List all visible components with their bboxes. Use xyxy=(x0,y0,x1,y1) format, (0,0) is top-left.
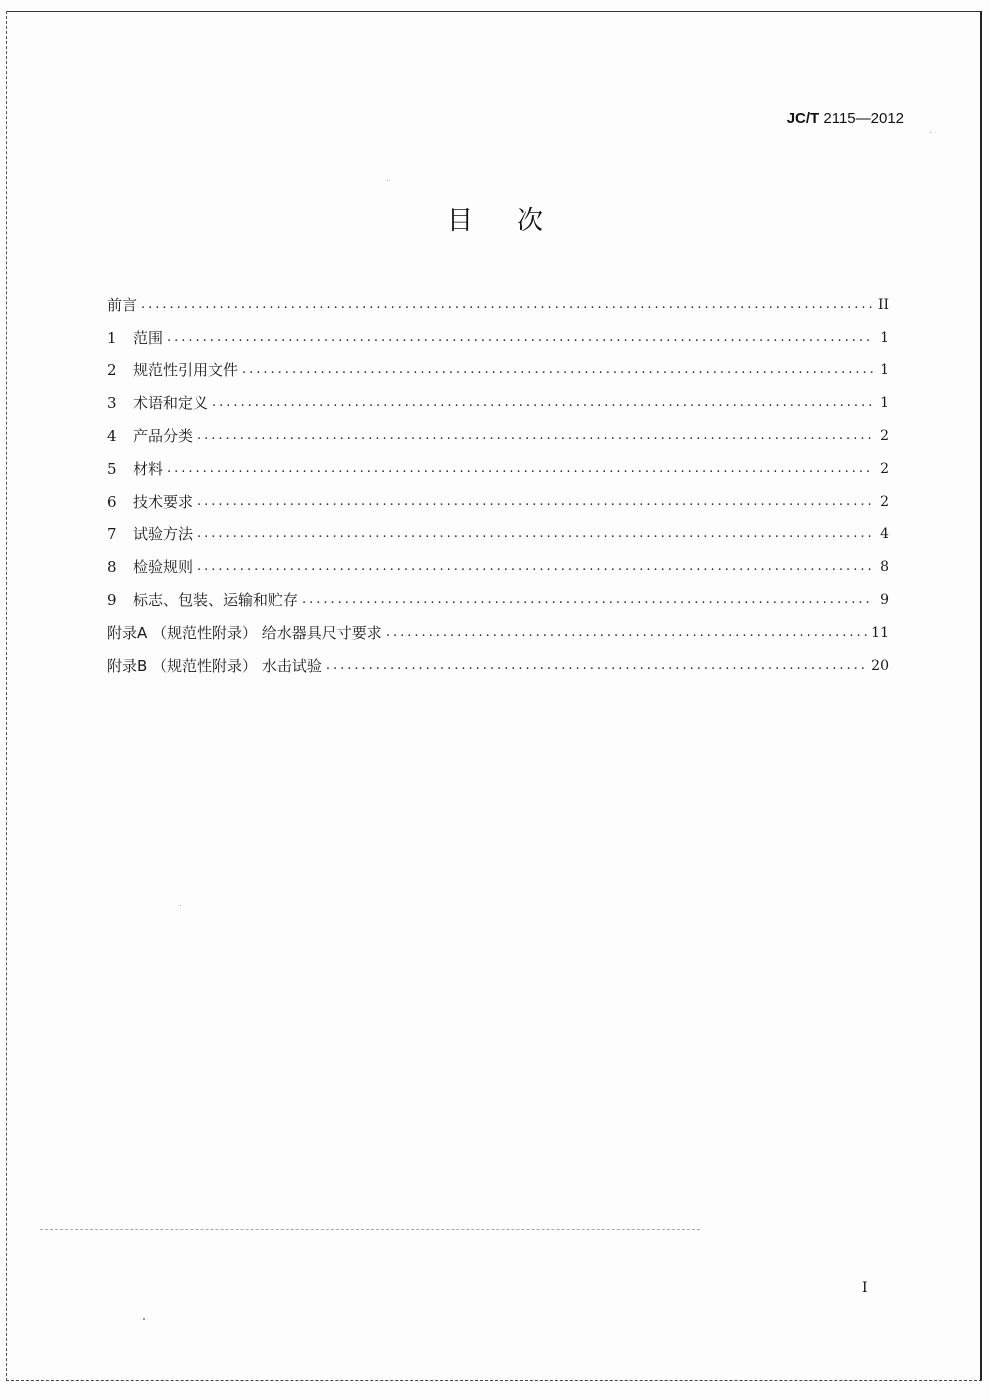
toc-entry-title: 前言 xyxy=(107,295,138,314)
toc-leader-dots xyxy=(141,295,873,315)
toc-entry[interactable] xyxy=(107,610,889,643)
toc-entry-title: 术语和定义 xyxy=(133,394,209,413)
scan-speck xyxy=(387,180,388,181)
toc-entry-title: 试验方法 xyxy=(133,525,194,544)
toc-entry-title: 技术要求 xyxy=(133,492,194,511)
toc-entry-number: 9 xyxy=(107,590,117,609)
toc-leader-dots xyxy=(167,459,873,479)
toc-entry-page: 2 xyxy=(880,493,889,510)
toc-entry-page: 1 xyxy=(880,329,889,346)
toc-entry-page: 4 xyxy=(880,526,889,543)
toc-entry-page: 20 xyxy=(871,657,889,674)
toc-entry[interactable] xyxy=(107,446,889,479)
toc-entry-page: 2 xyxy=(880,427,889,444)
standard-code-number: 2115—2012 xyxy=(823,110,904,127)
toc-leader-dots xyxy=(197,426,873,446)
toc-entry-title: 范围 xyxy=(133,328,164,347)
toc-entry-number: 4 xyxy=(107,426,117,445)
toc-entry-number: 5 xyxy=(107,459,117,478)
toc-entry[interactable] xyxy=(107,643,889,676)
toc-entry-title: 附录B （规范性附录） 水击试验 xyxy=(107,656,322,675)
scan-speck xyxy=(930,132,931,133)
toc-entry-number: 6 xyxy=(107,492,117,511)
toc-entry-title: 检验规则 xyxy=(133,558,194,577)
toc-entry-number: 7 xyxy=(107,525,117,544)
toc-leader-dots xyxy=(242,360,873,380)
toc-leader-dots xyxy=(197,492,873,512)
toc-entry-title: 材料 xyxy=(133,459,164,478)
toc-entry[interactable] xyxy=(107,282,889,315)
toc-leader-dots xyxy=(167,328,873,348)
standard-code-prefix: JC/T xyxy=(786,110,820,127)
toc-leader-dots xyxy=(197,524,873,544)
toc-entry-title: 附录A （规范性附录） 给水器具尺寸要求 xyxy=(107,623,382,642)
toc-entry-number: 1 xyxy=(107,328,117,347)
toc-entry-number: 2 xyxy=(107,361,117,380)
toc-entry-page: 11 xyxy=(871,624,889,641)
toc-entry-title: 产品分类 xyxy=(133,426,194,445)
toc-leader-dots xyxy=(212,393,873,413)
toc-entry[interactable] xyxy=(107,348,889,381)
page-title: 目次 xyxy=(446,206,587,236)
scan-speck xyxy=(143,1318,145,1320)
table-of-contents xyxy=(107,282,889,676)
toc-entry-page: II xyxy=(877,296,889,313)
toc-entry[interactable] xyxy=(107,315,889,348)
toc-entry[interactable] xyxy=(107,479,889,512)
scan-border-bottom xyxy=(6,1380,982,1381)
toc-entry[interactable] xyxy=(107,380,889,413)
toc-entry-number: 3 xyxy=(107,394,117,413)
toc-entry-page: 8 xyxy=(880,559,889,576)
toc-entry-page: 9 xyxy=(880,591,889,608)
toc-entry-page: 1 xyxy=(880,362,889,379)
toc-entry-number: 8 xyxy=(107,558,117,577)
toc-leader-dots xyxy=(197,557,873,577)
toc-entry-page: 2 xyxy=(880,460,889,477)
toc-entry-page: 1 xyxy=(880,395,889,412)
footer-page-number: I xyxy=(862,1280,868,1296)
scan-artifact-line xyxy=(40,1229,700,1230)
toc-leader-dots xyxy=(386,623,867,643)
toc-entry[interactable] xyxy=(107,544,889,577)
toc-entry-title: 规范性引用文件 xyxy=(133,361,239,380)
scan-border-top xyxy=(6,11,982,12)
toc-entry[interactable] xyxy=(107,577,889,610)
toc-leader-dots xyxy=(302,590,873,610)
toc-entry[interactable] xyxy=(107,512,889,545)
scan-speck xyxy=(180,905,181,906)
standard-code xyxy=(787,110,904,127)
toc-leader-dots xyxy=(326,656,867,676)
toc-entry[interactable] xyxy=(107,413,889,446)
toc-entry-title: 标志、包装、运输和贮存 xyxy=(133,590,299,609)
